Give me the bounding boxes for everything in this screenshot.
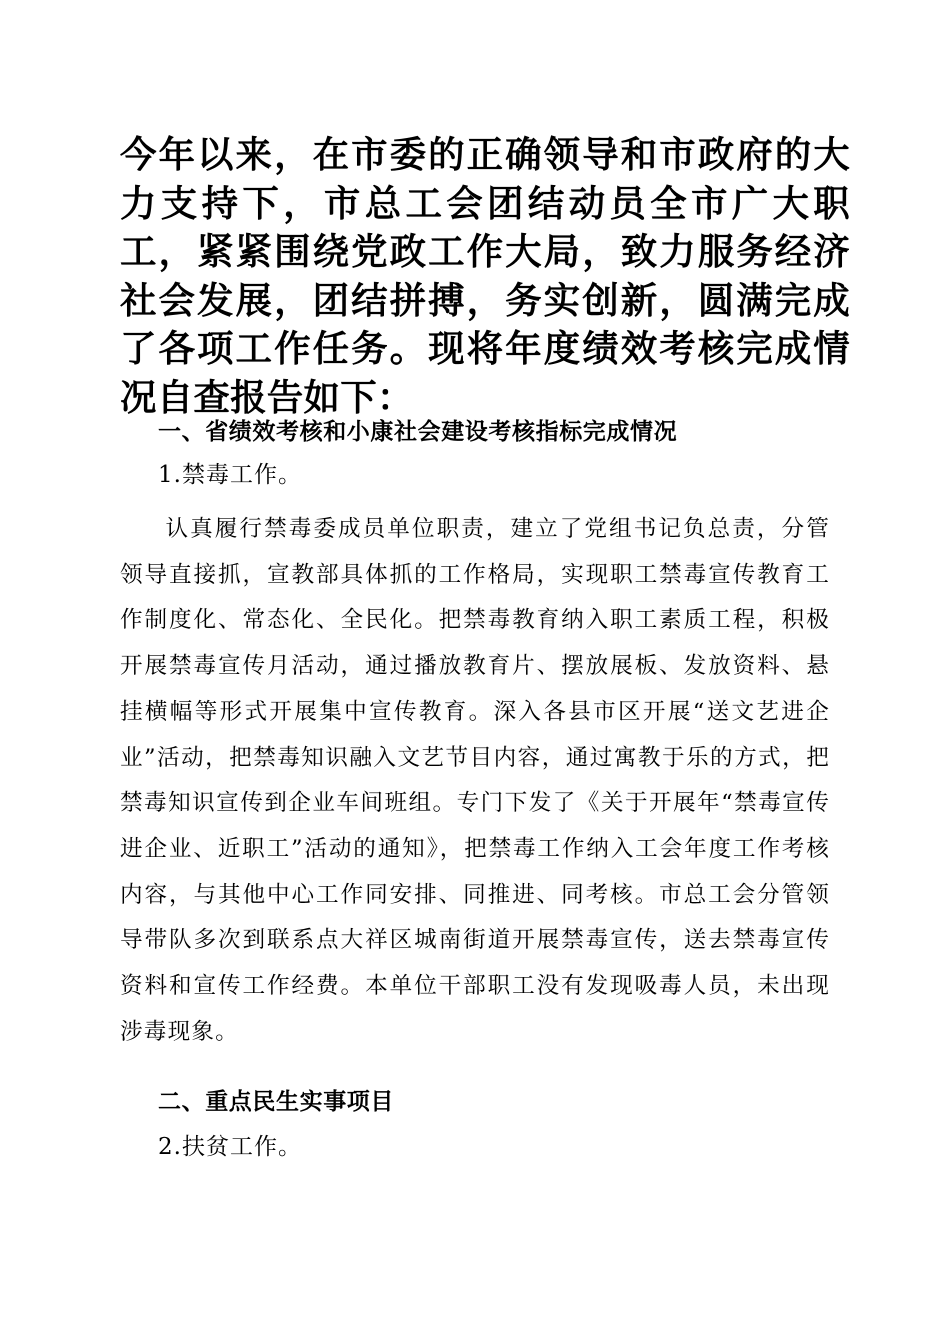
item-1-title: 1.禁毒工作。: [158, 462, 302, 488]
item-2-title: 2.扶贫工作。: [158, 1134, 302, 1160]
body-paragraph-1: 认真履行禁毒委成员单位职责，建立了党组书记负总责，分管领导直接抓，宣教部具体抓的工作格局，实现职工禁毒宣传教育工作制度化、常态化、全民化。把禁毒教育纳入职工素质工程，积极开展禁毒宣传月活动，通过播放教育片、摆放展板、发放资料、悬挂横幅等形式开展集中宣传教育。深入各县市区开展“送文艺进企业”活动，把禁毒知识融入文艺节目内容，通过寓教于乐的方式，把禁毒知识宣传到企业车间班组。专门下发了《关于开展年“禁毒宣传进企业、近职工”活动的通知》，把禁毒工作纳入工会年度工作考核内容，与其他中心工作同安排、同推进、同考核。市总工会分管领导带队多次到联系点大祥区城南街道开展禁毒宣传，送去禁毒宣传资料和宣传工作经费。本单位干部职工没有发现吸毒人员，未出现涉毒现象。: [120, 516, 830, 1045]
section-heading-2: 二、重点民生实事项目: [158, 1089, 394, 1115]
intro-paragraph: 今年以来，在市委的正确领导和市政府的大力支持下，市总工会团结动员全市广大职工，紧紧围绕党政工作大局，致力服务经济社会发展，团结拼搏，务实创新，圆满完成了各项工作任务。现将年度绩效考核完成情况自查报告如下：: [120, 133, 850, 419]
section-heading-1: 一、省绩效考核和小康社会建设考核指标完成情况: [158, 419, 678, 445]
